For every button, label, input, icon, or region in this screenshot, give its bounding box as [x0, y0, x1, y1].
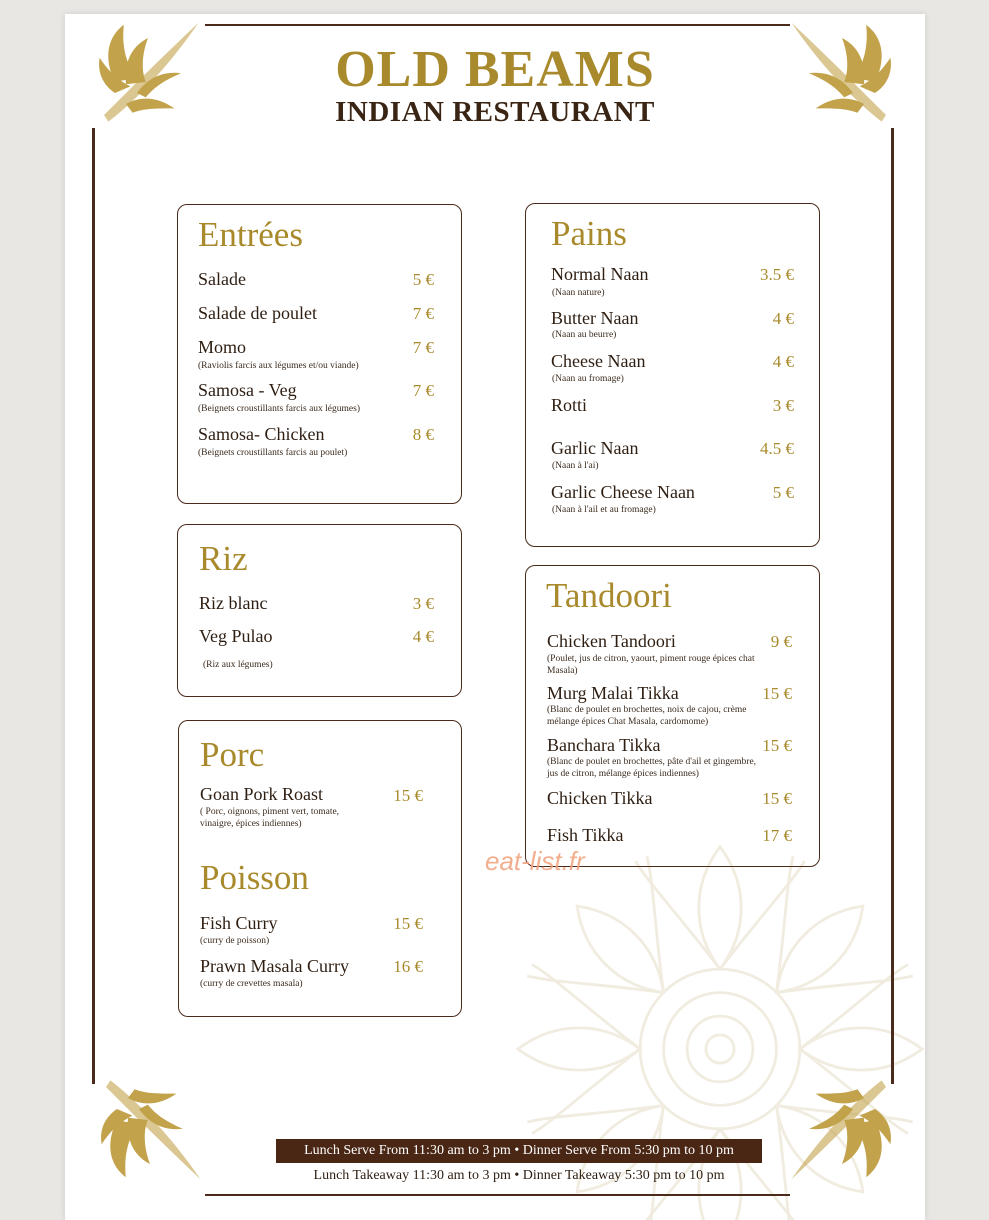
menu-page: [65, 14, 925, 1220]
menu-item-description: (Naan nature): [552, 288, 605, 298]
menu-item-name: Normal Naan: [551, 264, 649, 284]
riz-section: [177, 524, 462, 697]
serving-hours-banner: Lunch Serve From 11:30 am to 3 pm • Dinner Serve From 5:30 pm to 10 pm: [276, 1139, 762, 1163]
corner-ornament-icon: [95, 1076, 205, 1186]
menu-item-name: Riz blanc: [199, 593, 268, 613]
menu-item-price: 3 €: [412, 594, 434, 613]
menu-item-price: 15 €: [762, 684, 792, 703]
menu-item-price: 15 €: [393, 786, 423, 805]
corner-ornament-icon: [787, 1076, 897, 1186]
menu-item-price: 15 €: [393, 914, 423, 933]
menu-item-name: Garlic Naan: [551, 438, 639, 458]
menu-item-description: ( Porc, oignons, piment vert, tomate, vinaigre, épices indiennes): [200, 807, 340, 829]
menu-item-description: (Naan à l'ail et au fromage): [552, 505, 656, 515]
menu-item-name: Salade de poulet: [198, 303, 317, 323]
watermark-text: eat-list.fr: [485, 846, 585, 876]
poisson-heading: Poisson: [200, 858, 309, 897]
menu-item-name: Veg Pulao: [199, 626, 273, 646]
menu-item-name: Momo: [198, 337, 247, 357]
menu-item-name: Banchara Tikka: [547, 735, 661, 755]
menu-item-description: (Blanc de poulet en brochettes, pâte d'ail et gingembre, jus de citron, mélange épices indiennes): [547, 757, 757, 779]
takeaway-hours: Lunch Takeaway 11:30 am to 3 pm • Dinner Takeaway 5:30 pm to 10 pm: [313, 1168, 725, 1183]
pains-heading: Pains: [551, 214, 627, 253]
menu-item-price: 4.5 €: [760, 439, 794, 458]
menu-item-price: 17 €: [762, 826, 792, 845]
menu-item-description: (curry de crevettes masala): [200, 979, 303, 989]
restaurant-subtitle: INDIAN RESTAURANT: [335, 96, 655, 128]
menu-item-price: 7 €: [412, 304, 434, 323]
menu-item-description: (Beignets croustillants farcis aux légumes): [198, 404, 360, 414]
menu-item-name: Salade: [198, 269, 246, 289]
menu-item-name: Garlic Cheese Naan: [551, 482, 695, 502]
menu-item-name: Samosa- Chicken: [198, 424, 325, 444]
menu-item-description: (Blanc de poulet en brochettes, noix de cajou, crème mélange épices Chat Masala, cardomome): [547, 705, 747, 727]
menu-item-price: 4 €: [772, 309, 794, 328]
right-border-line: [891, 128, 894, 1084]
menu-item-name: Butter Naan: [551, 308, 639, 328]
menu-item-description: (Raviolis farcis aux légumes et/ou viande): [198, 361, 359, 371]
menu-item-description: (Beignets croustillants farcis au poulet): [198, 448, 348, 458]
menu-item-description: (Naan à l'ai): [552, 461, 599, 471]
menu-item-price: 5 €: [772, 483, 794, 502]
tandoori-heading: Tandoori: [546, 576, 672, 615]
menu-item-price: 7 €: [412, 381, 434, 400]
menu-item-name: Fish Curry: [200, 913, 278, 933]
menu-item-price: 3 €: [772, 396, 794, 415]
menu-item-description: (Naan au fromage): [552, 374, 624, 384]
top-border-line: [205, 24, 790, 26]
menu-item-name: Prawn Masala Curry: [200, 956, 349, 976]
menu-item-price: 9 €: [770, 632, 792, 651]
menu-item-price: 7 €: [412, 338, 434, 357]
entrees-section: [177, 204, 462, 504]
riz-heading: Riz: [199, 539, 248, 578]
entrees-heading: Entrées: [198, 215, 303, 254]
menu-item-name: Cheese Naan: [551, 351, 646, 371]
menu-item-name: Fish Tikka: [547, 825, 624, 845]
porc-heading: Porc: [200, 735, 265, 774]
menu-item-name: Chicken Tandoori: [547, 631, 676, 651]
porc-poisson-section: [178, 720, 462, 1017]
menu-item-description: (Riz aux légumes): [203, 660, 273, 670]
menu-item-price: 16 €: [393, 957, 423, 976]
menu-item-description: (Naan au beurre): [552, 330, 617, 340]
menu-item-price: 3.5 €: [760, 265, 794, 284]
menu-item-price: 15 €: [762, 736, 792, 755]
menu-item-price: 4 €: [412, 627, 434, 646]
menu-item-name: Rotti: [551, 395, 588, 415]
menu-item-description: (curry de poisson): [200, 936, 270, 946]
tandoori-section: [525, 565, 820, 867]
menu-item-name: Goan Pork Roast: [200, 784, 323, 804]
menu-item-name: Murg Malai Tikka: [547, 683, 679, 703]
menu-item-price: 5 €: [412, 270, 434, 289]
menu-item-price: 15 €: [762, 789, 792, 808]
menu-item-name: Chicken Tikka: [547, 788, 653, 808]
menu-item-description: (Poulet, jus de citron, yaourt, piment rouge épices chat Masala): [547, 654, 755, 676]
left-border-line: [92, 128, 95, 1084]
pains-section: [525, 203, 820, 547]
bottom-border-line: [205, 1194, 790, 1196]
menu-item-price: 4 €: [772, 352, 794, 371]
restaurant-name: OLD BEAMS: [335, 41, 655, 98]
menu-item-price: 8 €: [412, 425, 434, 444]
menu-item-name: Samosa - Veg: [198, 380, 297, 400]
